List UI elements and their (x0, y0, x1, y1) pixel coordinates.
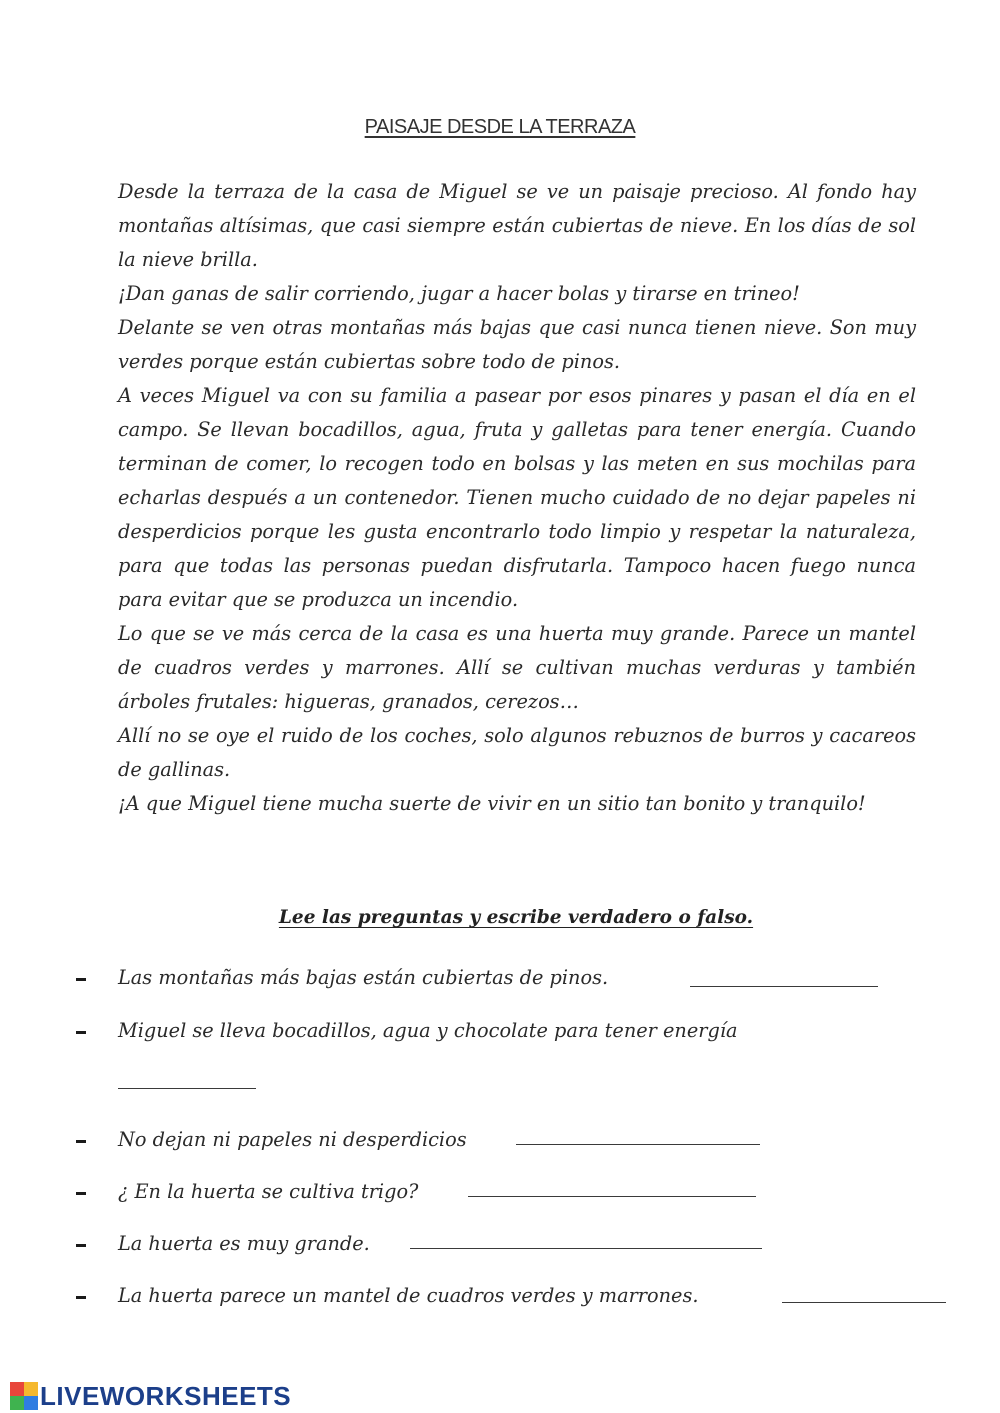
story-paragraph: ¡Dan ganas de salir corriendo, jugar a hacer bolas y tirarse en trineo! (118, 282, 800, 305)
logo-text: LIVEWORKSHEETS (40, 1380, 292, 1411)
question-2 (0, 1019, 1000, 1065)
liveworksheets-logo[interactable] (10, 1381, 291, 1411)
question-1 (0, 966, 1000, 1012)
bullet-dash (76, 1192, 86, 1195)
instructions-heading: Lee las preguntas y escribe verdadero o falso. (278, 907, 754, 928)
answer-blank-6[interactable] (782, 1302, 946, 1303)
answer-blank-2[interactable] (118, 1088, 256, 1089)
question-text: Miguel se lleva bocadillos, agua y chocolate para tener energía (118, 1019, 738, 1042)
question-text: Las montañas más bajas están cubiertas de pinos. (118, 966, 609, 989)
liveworksheets-logo-icon (10, 1382, 38, 1410)
answer-blank-5[interactable] (410, 1248, 762, 1249)
question-6 (0, 1284, 1000, 1330)
bullet-dash (76, 1031, 86, 1034)
answer-blank-3[interactable] (516, 1144, 760, 1145)
question-text: La huerta es muy grande. (118, 1232, 370, 1255)
answer-blank-4[interactable] (468, 1196, 756, 1197)
story-paragraph: Delante se ven otras montañas más bajas que casi nunca tienen nieve. Son muy verdes porque están cubiertas sobre todo de pinos. (118, 316, 916, 373)
bullet-dash (76, 1296, 86, 1299)
question-text: La huerta parece un mantel de cuadros verdes y marrones. (118, 1284, 699, 1307)
question-3 (0, 1128, 1000, 1174)
story-paragraph: Allí no se oye el ruido de los coches, solo algunos rebuznos de burros y cacareos de gallinas. (118, 724, 916, 781)
bullet-dash (76, 1140, 86, 1143)
answer-blank-1[interactable] (690, 986, 878, 987)
question-4 (0, 1180, 1000, 1226)
story-paragraph: Lo que se ve más cerca de la casa es una huerta muy grande. Parece un mantel de cuadros verdes y marrones. Allí se cultivan muchas verduras y también árboles frutales: higueras, granados, cerezos… (118, 622, 916, 713)
question-text: No dejan ni papeles ni desperdicios (118, 1128, 467, 1151)
story-paragraph: ¡A que Miguel tiene mucha suerte de vivir en un sitio tan bonito y tranquilo! (118, 792, 866, 815)
question-text: ¿ En la huerta se cultiva trigo? (118, 1180, 419, 1203)
story-text (118, 175, 916, 821)
question-5 (0, 1232, 1000, 1278)
story-paragraph: A veces Miguel va con su familia a pasear por esos pinares y pasan el día en el campo. Se llevan bocadillos, agua, fruta y galletas para tener energía. Cuando terminan de comer, lo recogen todo en bolsas y las meten en sus mochilas para echarlas después a un contenedor. Tienen mucho cuidado de no dejar papeles ni desperdicios porque les gusta encontrarlo todo limpio y respetar la naturaleza, para que todas las personas puedan disfrutarla. Tampoco hacen fuego nunca para evitar que se produzca un incendio. (118, 384, 916, 611)
page-title: PAISAJE DESDE LA TERRAZA (364, 116, 636, 138)
bullet-dash (76, 978, 86, 981)
story-paragraph: Desde la terraza de la casa de Miguel se ve un paisaje precioso. Al fondo hay montañas altísimas, que casi siempre están cubiertas de nieve. En los días de sol la nieve brilla. (118, 180, 916, 271)
bullet-dash (76, 1244, 86, 1247)
